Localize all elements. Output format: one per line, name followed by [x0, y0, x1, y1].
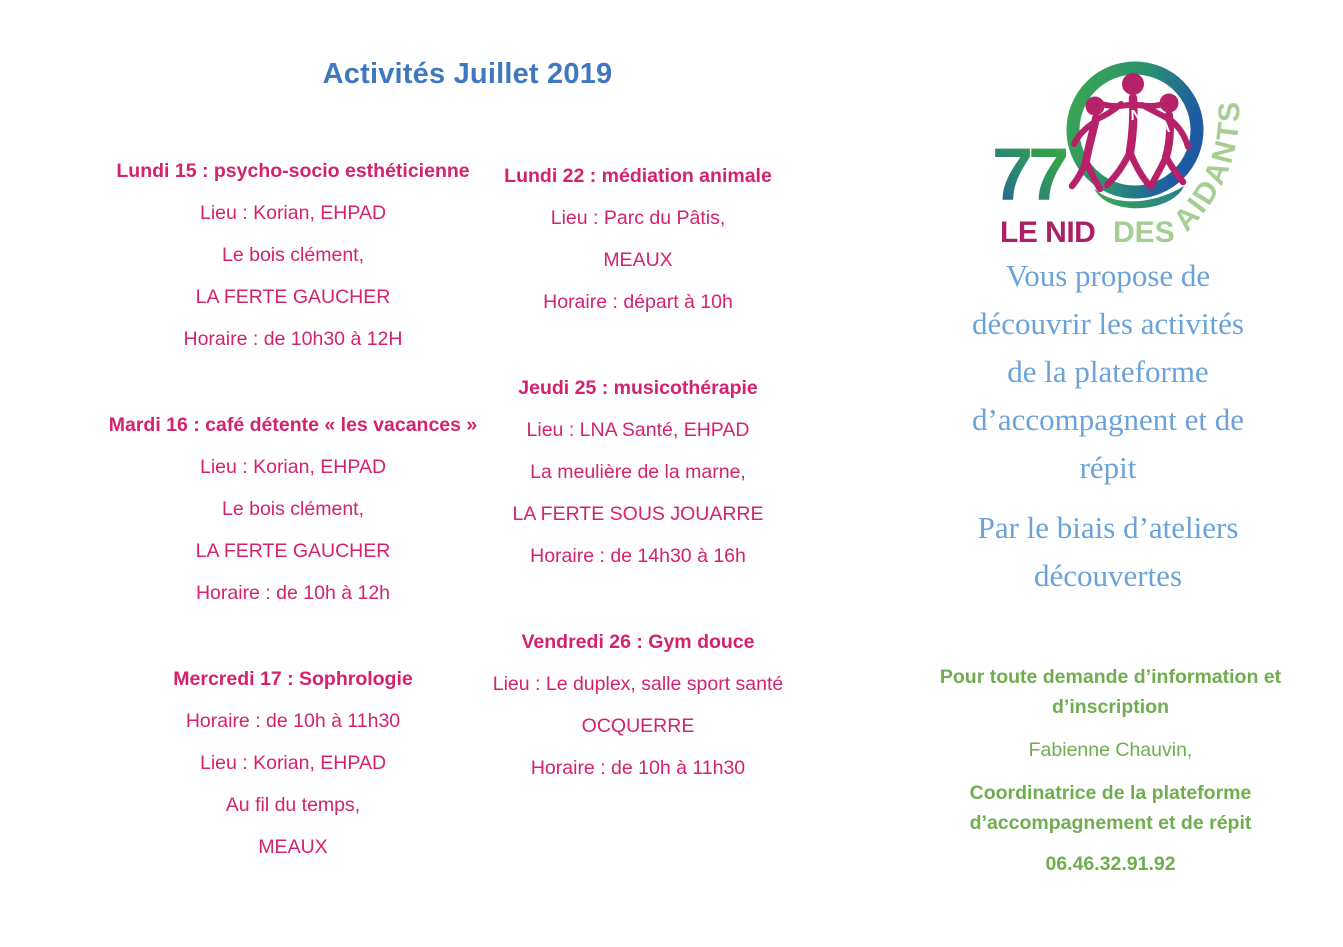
intro-line: de la plateforme [1007, 354, 1209, 389]
intro-line: découvrir les activités [971, 306, 1244, 341]
intro-line: Par le biais d’ateliers [977, 510, 1239, 545]
activity-heading: Mardi 16 : café détente « les vacances » [108, 414, 478, 436]
lna-77-logo [984, 44, 1264, 249]
activity-line: Lieu : Korian, EHPAD [199, 202, 387, 224]
activity-line: Horaire : de 10h à 11h30 [530, 757, 746, 779]
intro-paragraph-2 [898, 504, 1318, 600]
activity-block-mercredi-17 [88, 658, 498, 868]
intro-line: d’accompagnent et de [972, 402, 1244, 437]
activity-block-lundi-15 [88, 150, 498, 360]
intro-text [898, 252, 1318, 600]
logo-name-primary: LE NID [1000, 216, 1096, 249]
activity-line: La meulière de la marne, [530, 461, 746, 483]
contact-role-line: d’accompagnement et de répit [969, 812, 1252, 834]
activity-block-vendredi-26 [458, 621, 818, 789]
activity-line: Lieu : LNA Santé, EHPAD [526, 419, 750, 441]
activity-line: Lieu : Parc du Pâtis, [550, 207, 726, 229]
page-title: Activités Juillet 2019 [322, 58, 613, 90]
activity-line: OCQUERRE [581, 715, 695, 737]
logo-name-arc: AIDANTS [1167, 99, 1247, 238]
intro-line: répit [1079, 450, 1137, 485]
contact-name: Fabienne Chauvin, [1028, 739, 1193, 761]
logo-monogram-a: A [1159, 119, 1171, 136]
contact-request-line: d’inscription [1052, 696, 1169, 718]
activity-heading: Lundi 15 : psycho-socio esthéticienne [116, 160, 470, 182]
logo-name-secondary: DES [1113, 216, 1175, 249]
contact-info [893, 662, 1328, 879]
activity-line: LA FERTE GAUCHER [195, 540, 391, 562]
activity-line: LA FERTE GAUCHER [195, 286, 391, 308]
intro-line: découvertes [1033, 558, 1183, 593]
contact-request-line: Pour toute demande d’information et [939, 666, 1282, 688]
activity-heading: Jeudi 25 : musicothérapie [518, 377, 758, 399]
logo-monogram-n: N [1130, 107, 1142, 124]
activity-block-jeudi-25 [458, 367, 818, 577]
activity-block-mardi-16 [88, 404, 498, 614]
activity-line: MEAUX [603, 249, 673, 271]
activity-heading: Mercredi 17 : Sophrologie [173, 668, 413, 690]
intro-line: Vous propose de [1005, 258, 1211, 293]
activity-heading: Lundi 22 : médiation animale [504, 165, 772, 187]
activity-line: LA FERTE SOUS JOUARRE [512, 503, 764, 525]
activity-line: Lieu : Korian, EHPAD [199, 456, 387, 478]
contact-phone-number: 06.46.32.91.92 [1045, 853, 1176, 875]
activity-line: Lieu : Korian, EHPAD [199, 752, 387, 774]
activity-line: MEAUX [258, 836, 328, 858]
activity-heading: Vendredi 26 : Gym douce [521, 631, 755, 653]
activity-line: Horaire : de 10h30 à 12H [183, 328, 403, 350]
activity-line: Horaire : de 14h30 à 16h [530, 545, 746, 567]
contact-role-line: Coordinatrice de la plateforme [969, 782, 1252, 804]
activity-block-lundi-22 [458, 155, 818, 323]
schedule-column-middle [458, 155, 818, 789]
logo-monogram-l: L [1103, 119, 1113, 136]
activity-line: Le bois clément, [222, 498, 364, 520]
activity-line: Lieu : Le duplex, salle sport santé [492, 673, 784, 695]
activity-line: Le bois clément, [222, 244, 364, 266]
activity-line: Horaire : de 10h à 11h30 [185, 710, 401, 732]
logo-department-number: 77 [992, 133, 1065, 216]
schedule-column-left [88, 150, 498, 868]
activity-line: Au fil du temps, [225, 794, 361, 816]
activity-line: Horaire : de 10h à 12h [195, 582, 391, 604]
activity-line: Horaire : départ à 10h [543, 291, 733, 313]
intro-paragraph-1 [898, 252, 1318, 492]
